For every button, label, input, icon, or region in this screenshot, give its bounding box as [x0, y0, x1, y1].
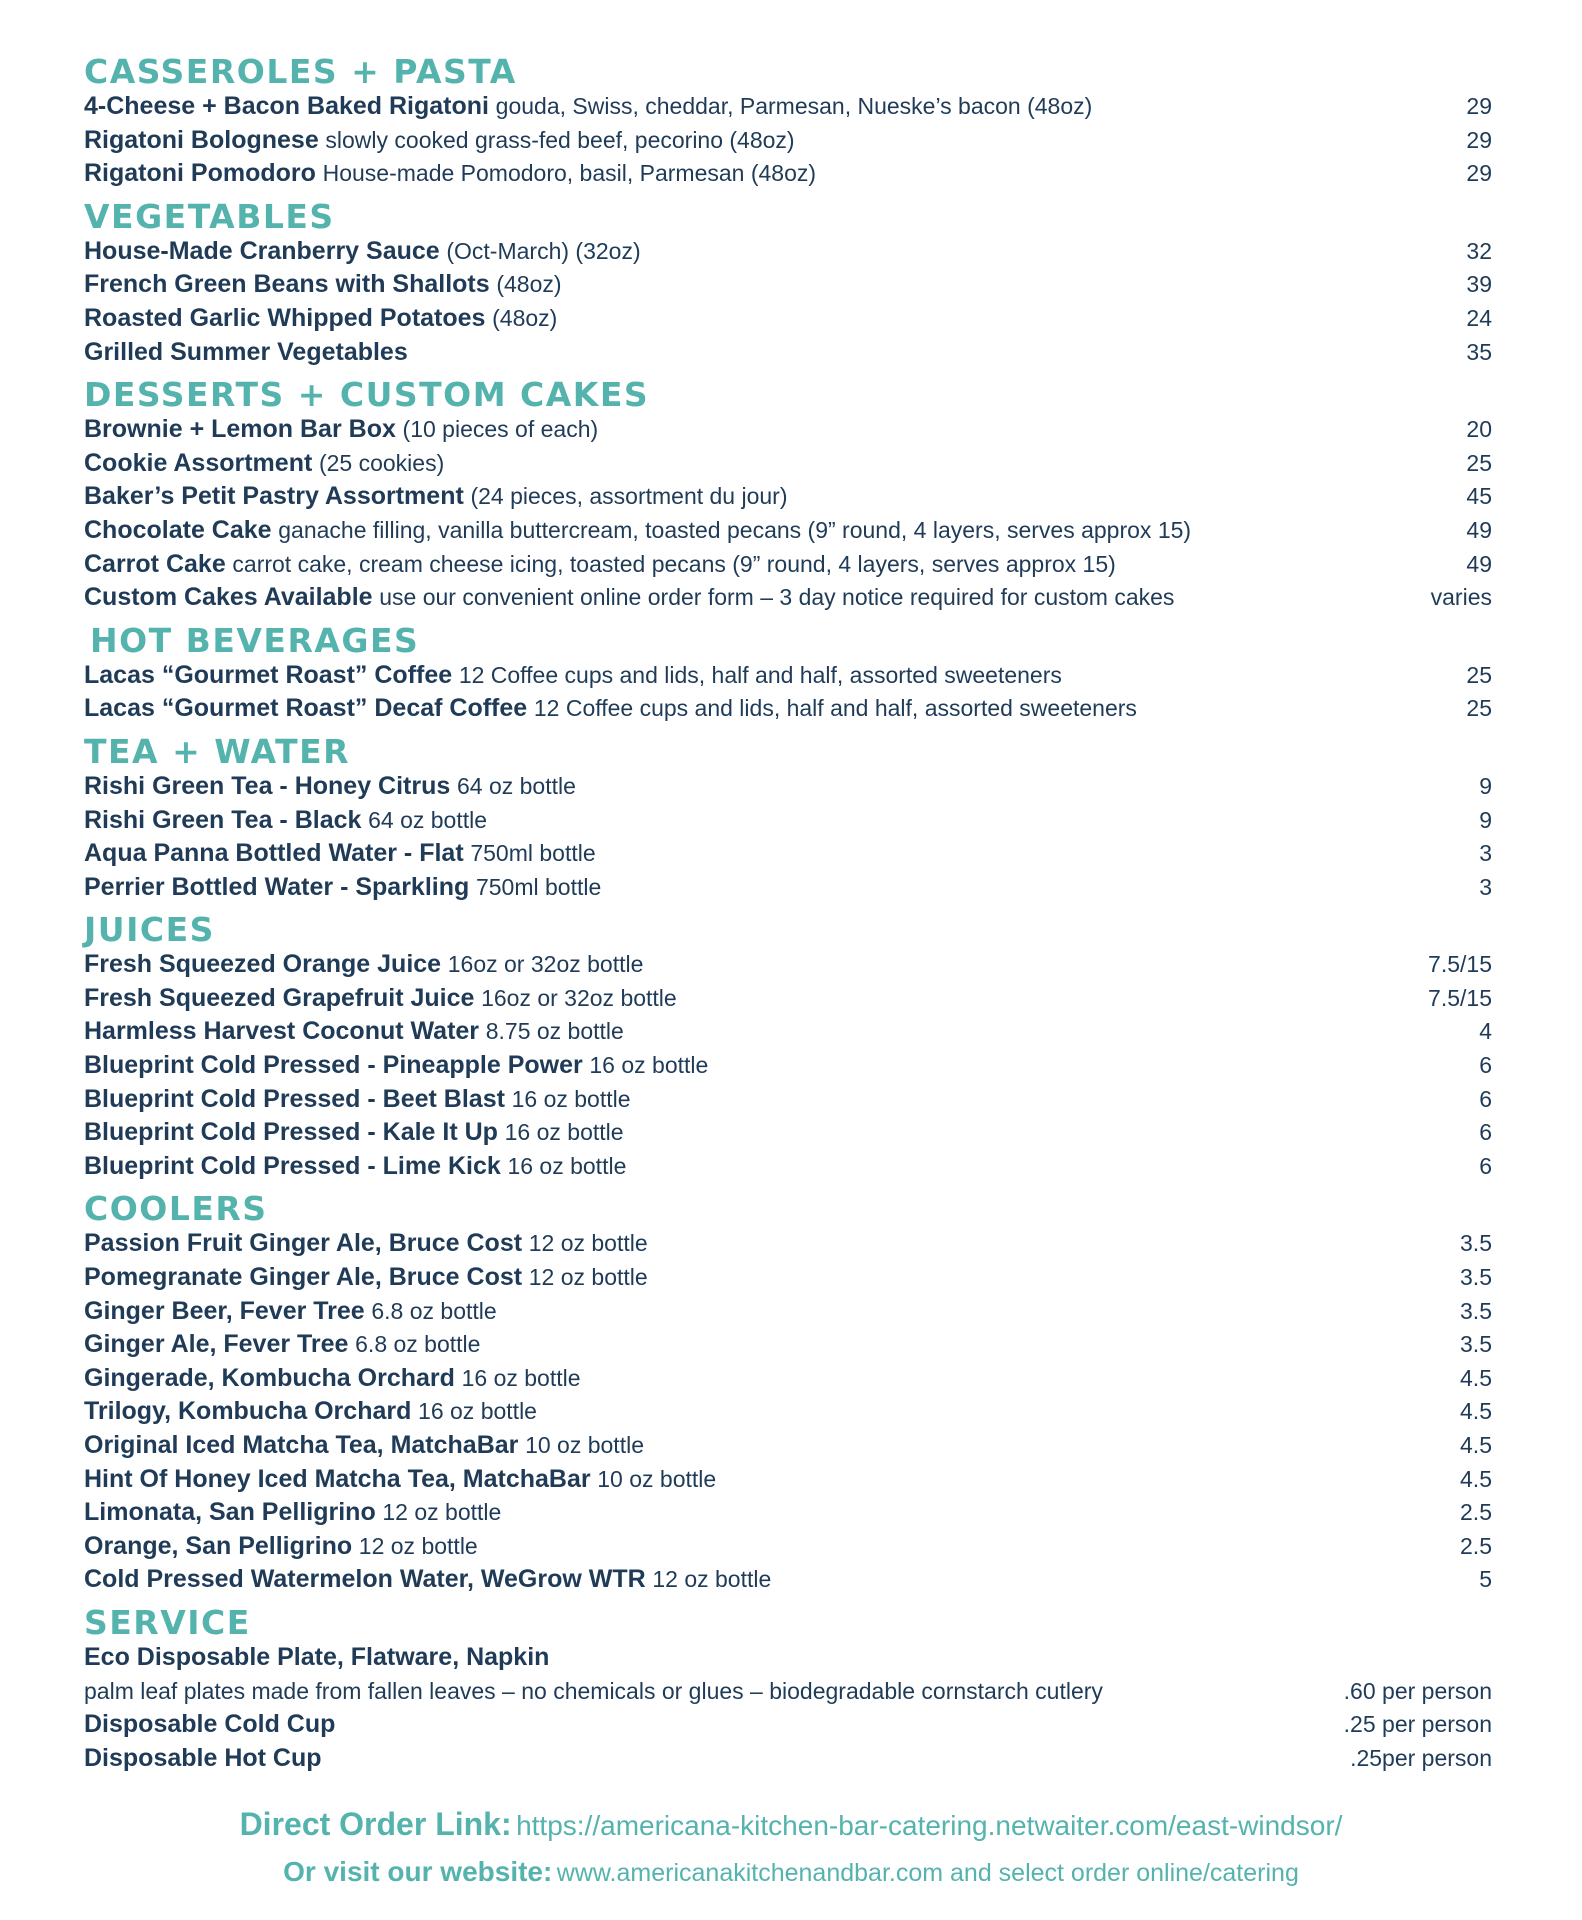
item-name: House-Made Cranberry Sauce — [84, 236, 440, 265]
section-title: HOT BEVERAGES — [90, 620, 420, 660]
item-price: 25 — [1466, 661, 1492, 688]
item-price: varies — [1430, 584, 1492, 611]
item-price: 2.5 — [1460, 1532, 1492, 1559]
item-price: .25per person — [1350, 1744, 1492, 1771]
direct-order-line — [0, 1806, 1582, 1843]
item-price: 32 — [1466, 237, 1492, 264]
item-desc: use our convenient online order form – 3 day notice required for custom cakes — [379, 584, 1175, 611]
menu-item — [84, 581, 1492, 615]
section-title: CASSEROLES + PASTA — [84, 52, 517, 91]
menu-item — [84, 804, 1492, 838]
menu-item — [84, 692, 1492, 726]
menu-item — [84, 837, 1492, 871]
item-price: 6 — [1479, 1152, 1492, 1179]
item-price: 4.5 — [1460, 1364, 1492, 1391]
item-desc: 16 oz bottle — [589, 1052, 709, 1079]
item-desc: (10 pieces of each) — [402, 416, 599, 443]
section-vegetables — [84, 196, 1492, 369]
item-name: Cookie Assortment — [84, 448, 313, 477]
item-desc: 12 oz bottle — [652, 1566, 772, 1593]
section-service — [84, 1602, 1492, 1775]
item-name: Hint Of Honey Iced Matcha Tea, MatchaBar — [84, 1464, 591, 1493]
menu-item — [84, 235, 1492, 269]
item-desc: 16oz or 32oz bottle — [447, 951, 644, 978]
item-name: Blueprint Cold Pressed - Pineapple Power — [84, 1051, 583, 1080]
menu-item — [84, 982, 1492, 1016]
item-price: 45 — [1466, 483, 1492, 510]
item-name: Blueprint Cold Pressed - Beet Blast — [84, 1084, 505, 1113]
item-name: Pomegranate Ginger Ale, Bruce Cost — [84, 1263, 523, 1292]
section-coolers — [84, 1191, 1492, 1597]
menu-item — [84, 1295, 1492, 1329]
item-name: Original Iced Matcha Tea, MatchaBar — [84, 1431, 519, 1459]
item-name: Eco Disposable Plate, Flatware, Napkin — [84, 1642, 550, 1671]
item-desc: 750ml bottle — [470, 840, 596, 867]
item-price: 5 — [1479, 1566, 1492, 1593]
item-desc: slowly cooked grass-fed beef, pecorino (48oz) — [325, 126, 795, 153]
item-desc: 64 oz bottle — [368, 806, 488, 833]
menu-item — [84, 1395, 1492, 1429]
item-desc: 750ml bottle — [475, 873, 602, 900]
item-price: 9 — [1479, 772, 1492, 799]
item-desc: 16 oz bottle — [511, 1085, 631, 1112]
section-desserts-custom-cakes — [84, 377, 1492, 615]
item-desc: 10 oz bottle — [525, 1432, 644, 1458]
menu-item — [84, 948, 1492, 982]
item-desc: 16 oz bottle — [418, 1398, 537, 1425]
item-price: 4.5 — [1460, 1398, 1492, 1425]
menu-item — [84, 1530, 1492, 1564]
menu-item — [84, 548, 1492, 582]
menu-item — [84, 1083, 1492, 1117]
menu-item — [84, 514, 1492, 548]
item-price: 3.5 — [1460, 1331, 1492, 1358]
item-price: 4.5 — [1460, 1432, 1492, 1458]
menu-item — [84, 157, 1492, 191]
item-price: 4.5 — [1460, 1465, 1492, 1492]
menu-item — [84, 1742, 1492, 1776]
item-name: Custom Cakes Available — [84, 583, 373, 612]
item-price: 39 — [1466, 271, 1492, 298]
item-name: Cold Pressed Watermelon Water, WeGrow WTR — [84, 1565, 646, 1594]
item-desc: 12 oz bottle — [528, 1230, 648, 1257]
item-name: Perrier Bottled Water - Sparkling — [84, 872, 470, 901]
item-desc: 12 oz bottle — [528, 1264, 648, 1291]
item-desc: 12 oz bottle — [358, 1532, 478, 1559]
menu-item — [84, 413, 1492, 447]
item-price: 25 — [1466, 695, 1492, 722]
item-price: 6 — [1479, 1085, 1492, 1112]
item-desc: (48oz) — [496, 271, 562, 298]
item-desc: 6.8 oz bottle — [371, 1297, 497, 1324]
item-price: 3 — [1479, 840, 1492, 867]
item-price: .25 per person — [1343, 1711, 1492, 1738]
item-name: Orange, San Pelligrino — [84, 1531, 353, 1560]
item-name: Blueprint Cold Pressed - Kale It Up — [84, 1118, 498, 1147]
item-name: Limonata, San Pelligrino — [84, 1498, 376, 1527]
menu-item — [84, 447, 1492, 481]
item-price: 3.5 — [1460, 1297, 1492, 1324]
item-price: 3.5 — [1460, 1230, 1492, 1257]
item-desc: House-made Pomodoro, basil, Parmesan (48oz) — [322, 160, 817, 187]
menu-item — [84, 1227, 1492, 1261]
menu-item — [84, 1563, 1492, 1597]
menu-item — [84, 1261, 1492, 1295]
item-name: Disposable Hot Cup — [84, 1743, 322, 1772]
item-name: Brownie + Lemon Bar Box — [84, 415, 396, 444]
item-desc: 16 oz bottle — [461, 1364, 581, 1391]
menu-item — [84, 1328, 1492, 1362]
menu-item — [84, 124, 1492, 158]
item-name: Aqua Panna Bottled Water - Flat — [84, 839, 464, 868]
item-price: 6 — [1479, 1052, 1492, 1079]
item-name: Roasted Garlic Whipped Potatoes — [84, 303, 486, 332]
menu-item — [84, 1708, 1492, 1742]
item-name: 4-Cheese + Bacon Baked Rigatoni — [84, 92, 489, 120]
item-name: Rigatoni Pomodoro — [84, 159, 316, 188]
item-name: Trilogy, Kombucha Orchard — [84, 1397, 412, 1426]
menu-item — [84, 302, 1492, 336]
menu-item — [84, 1015, 1492, 1049]
item-price: 29 — [1466, 93, 1492, 119]
menu-item — [84, 1641, 1492, 1675]
item-price: 2.5 — [1460, 1499, 1492, 1526]
item-desc: 64 oz bottle — [456, 772, 576, 799]
item-name: Lacas “Gourmet Roast” Coffee — [84, 660, 453, 689]
item-desc: ganache filling, vanilla buttercream, toasted pecans (9” round, 4 layers, serves approx 15) — [278, 516, 1192, 543]
item-price: 7.5/15 — [1428, 984, 1492, 1011]
menu-item — [84, 1496, 1492, 1530]
direct-order-link[interactable]: https://americana-kitchen-bar-catering.netwaiter.com/east-windsor/ — [516, 1810, 1343, 1841]
section-title: VEGETABLES — [84, 196, 335, 236]
item-name: Grilled Summer Vegetables — [84, 337, 408, 366]
item-price: 6 — [1479, 1119, 1492, 1146]
item-desc: 12 Coffee cups and lids, half and half, assorted sweeteners — [533, 695, 1137, 722]
item-price: 24 — [1466, 304, 1492, 331]
website-link[interactable]: www.americanakitchenandbar.com and select order online/catering — [556, 1859, 1299, 1887]
direct-order-label: Direct Order Link: — [239, 1806, 512, 1842]
section-title: DESSERTS + CUSTOM CAKES — [84, 375, 650, 415]
menu-item — [84, 336, 1492, 370]
menu-item — [84, 1049, 1492, 1083]
item-desc: (25 cookies) — [318, 449, 445, 476]
item-name: Lacas “Gourmet Roast” Decaf Coffee — [84, 694, 528, 723]
item-name: Chocolate Cake — [84, 515, 272, 544]
menu-item — [84, 770, 1492, 804]
item-desc: (48oz) — [492, 304, 558, 331]
item-price: .60 per person — [1343, 1677, 1492, 1704]
section-title: SERVICE — [84, 1602, 251, 1642]
item-desc: (Oct-March) (32oz) — [446, 237, 641, 264]
item-price: 9 — [1479, 806, 1492, 833]
item-price: 29 — [1466, 126, 1492, 153]
menu-item — [84, 1116, 1492, 1150]
section-title: TEA + WATER — [84, 731, 351, 771]
item-desc: 16 oz bottle — [504, 1119, 624, 1146]
item-desc: 16oz or 32oz bottle — [481, 984, 677, 1011]
item-price: 29 — [1466, 160, 1492, 187]
menu-item — [84, 659, 1492, 693]
menu-item — [84, 268, 1492, 302]
item-desc: 12 oz bottle — [382, 1499, 502, 1526]
item-price: 4 — [1479, 1018, 1492, 1045]
section-casseroles-pasta — [84, 54, 1492, 191]
item-name: Gingerade, Kombucha Orchard — [84, 1363, 455, 1392]
item-price: 25 — [1466, 449, 1492, 476]
item-desc: (24 pieces, assortment du jour) — [470, 483, 788, 510]
item-name: Baker’s Petit Pastry Assortment — [84, 482, 464, 511]
item-name: Fresh Squeezed Grapefruit Juice — [84, 983, 475, 1012]
menu-item — [84, 871, 1492, 905]
menu-item — [84, 1675, 1492, 1709]
item-name: Blueprint Cold Pressed - Lime Kick — [84, 1151, 501, 1180]
item-desc: 12 Coffee cups and lids, half and half, assorted sweeteners — [458, 661, 1062, 688]
menu-item — [84, 480, 1492, 514]
item-price: 3.5 — [1460, 1264, 1492, 1291]
item-price: 49 — [1466, 550, 1492, 577]
item-price: 49 — [1466, 516, 1492, 543]
menu-item — [84, 1150, 1492, 1184]
item-desc: carrot cake, cream cheese icing, toasted pecans (9” round, 4 layers, serves approx 15) — [232, 550, 1116, 577]
item-name: Rigatoni Bolognese — [84, 125, 319, 154]
section-juices — [84, 912, 1492, 1183]
item-name: Carrot Cake — [84, 549, 226, 578]
item-price: 20 — [1466, 416, 1492, 443]
item-desc: 8.75 oz bottle — [485, 1018, 624, 1045]
item-desc: gouda, Swiss, cheddar, Parmesan, Nueske’s bacon (48oz) — [495, 93, 1093, 119]
menu-item — [84, 1362, 1492, 1396]
section-hot-beverages — [84, 620, 1492, 726]
catering-menu — [84, 54, 1492, 1775]
section-tea-water — [84, 731, 1492, 904]
item-price: 35 — [1466, 338, 1492, 365]
website-line — [0, 1856, 1582, 1888]
item-name: Passion Fruit Ginger Ale, Bruce Cost — [84, 1229, 523, 1258]
item-desc: palm leaf plates made from fallen leaves – no chemicals or glues – biodegradable cornstarch cutlery — [84, 1677, 1103, 1704]
item-name: Disposable Cold Cup — [84, 1710, 336, 1739]
item-desc: 10 oz bottle — [597, 1465, 717, 1492]
item-name: Ginger Ale, Fever Tree — [84, 1330, 349, 1359]
item-desc: 6.8 oz bottle — [355, 1331, 481, 1358]
menu-item — [84, 1429, 1492, 1463]
website-label: Or visit our website: — [283, 1856, 553, 1887]
item-price: 7.5/15 — [1428, 951, 1492, 978]
section-title: JUICES — [84, 910, 215, 950]
item-name: Rishi Green Tea - Honey Citrus — [84, 771, 451, 800]
item-name: Ginger Beer, Fever Tree — [84, 1296, 365, 1325]
item-price: 3 — [1479, 873, 1492, 900]
item-name: Rishi Green Tea - Black — [84, 805, 362, 834]
section-title: COOLERS — [84, 1189, 268, 1229]
menu-item — [84, 90, 1492, 124]
item-name: Fresh Squeezed Orange Juice — [84, 950, 442, 979]
item-name: French Green Beans with Shallots — [84, 270, 490, 299]
item-name: Harmless Harvest Coconut Water — [84, 1017, 480, 1046]
item-desc: 16 oz bottle — [507, 1152, 627, 1179]
menu-item — [84, 1463, 1492, 1497]
